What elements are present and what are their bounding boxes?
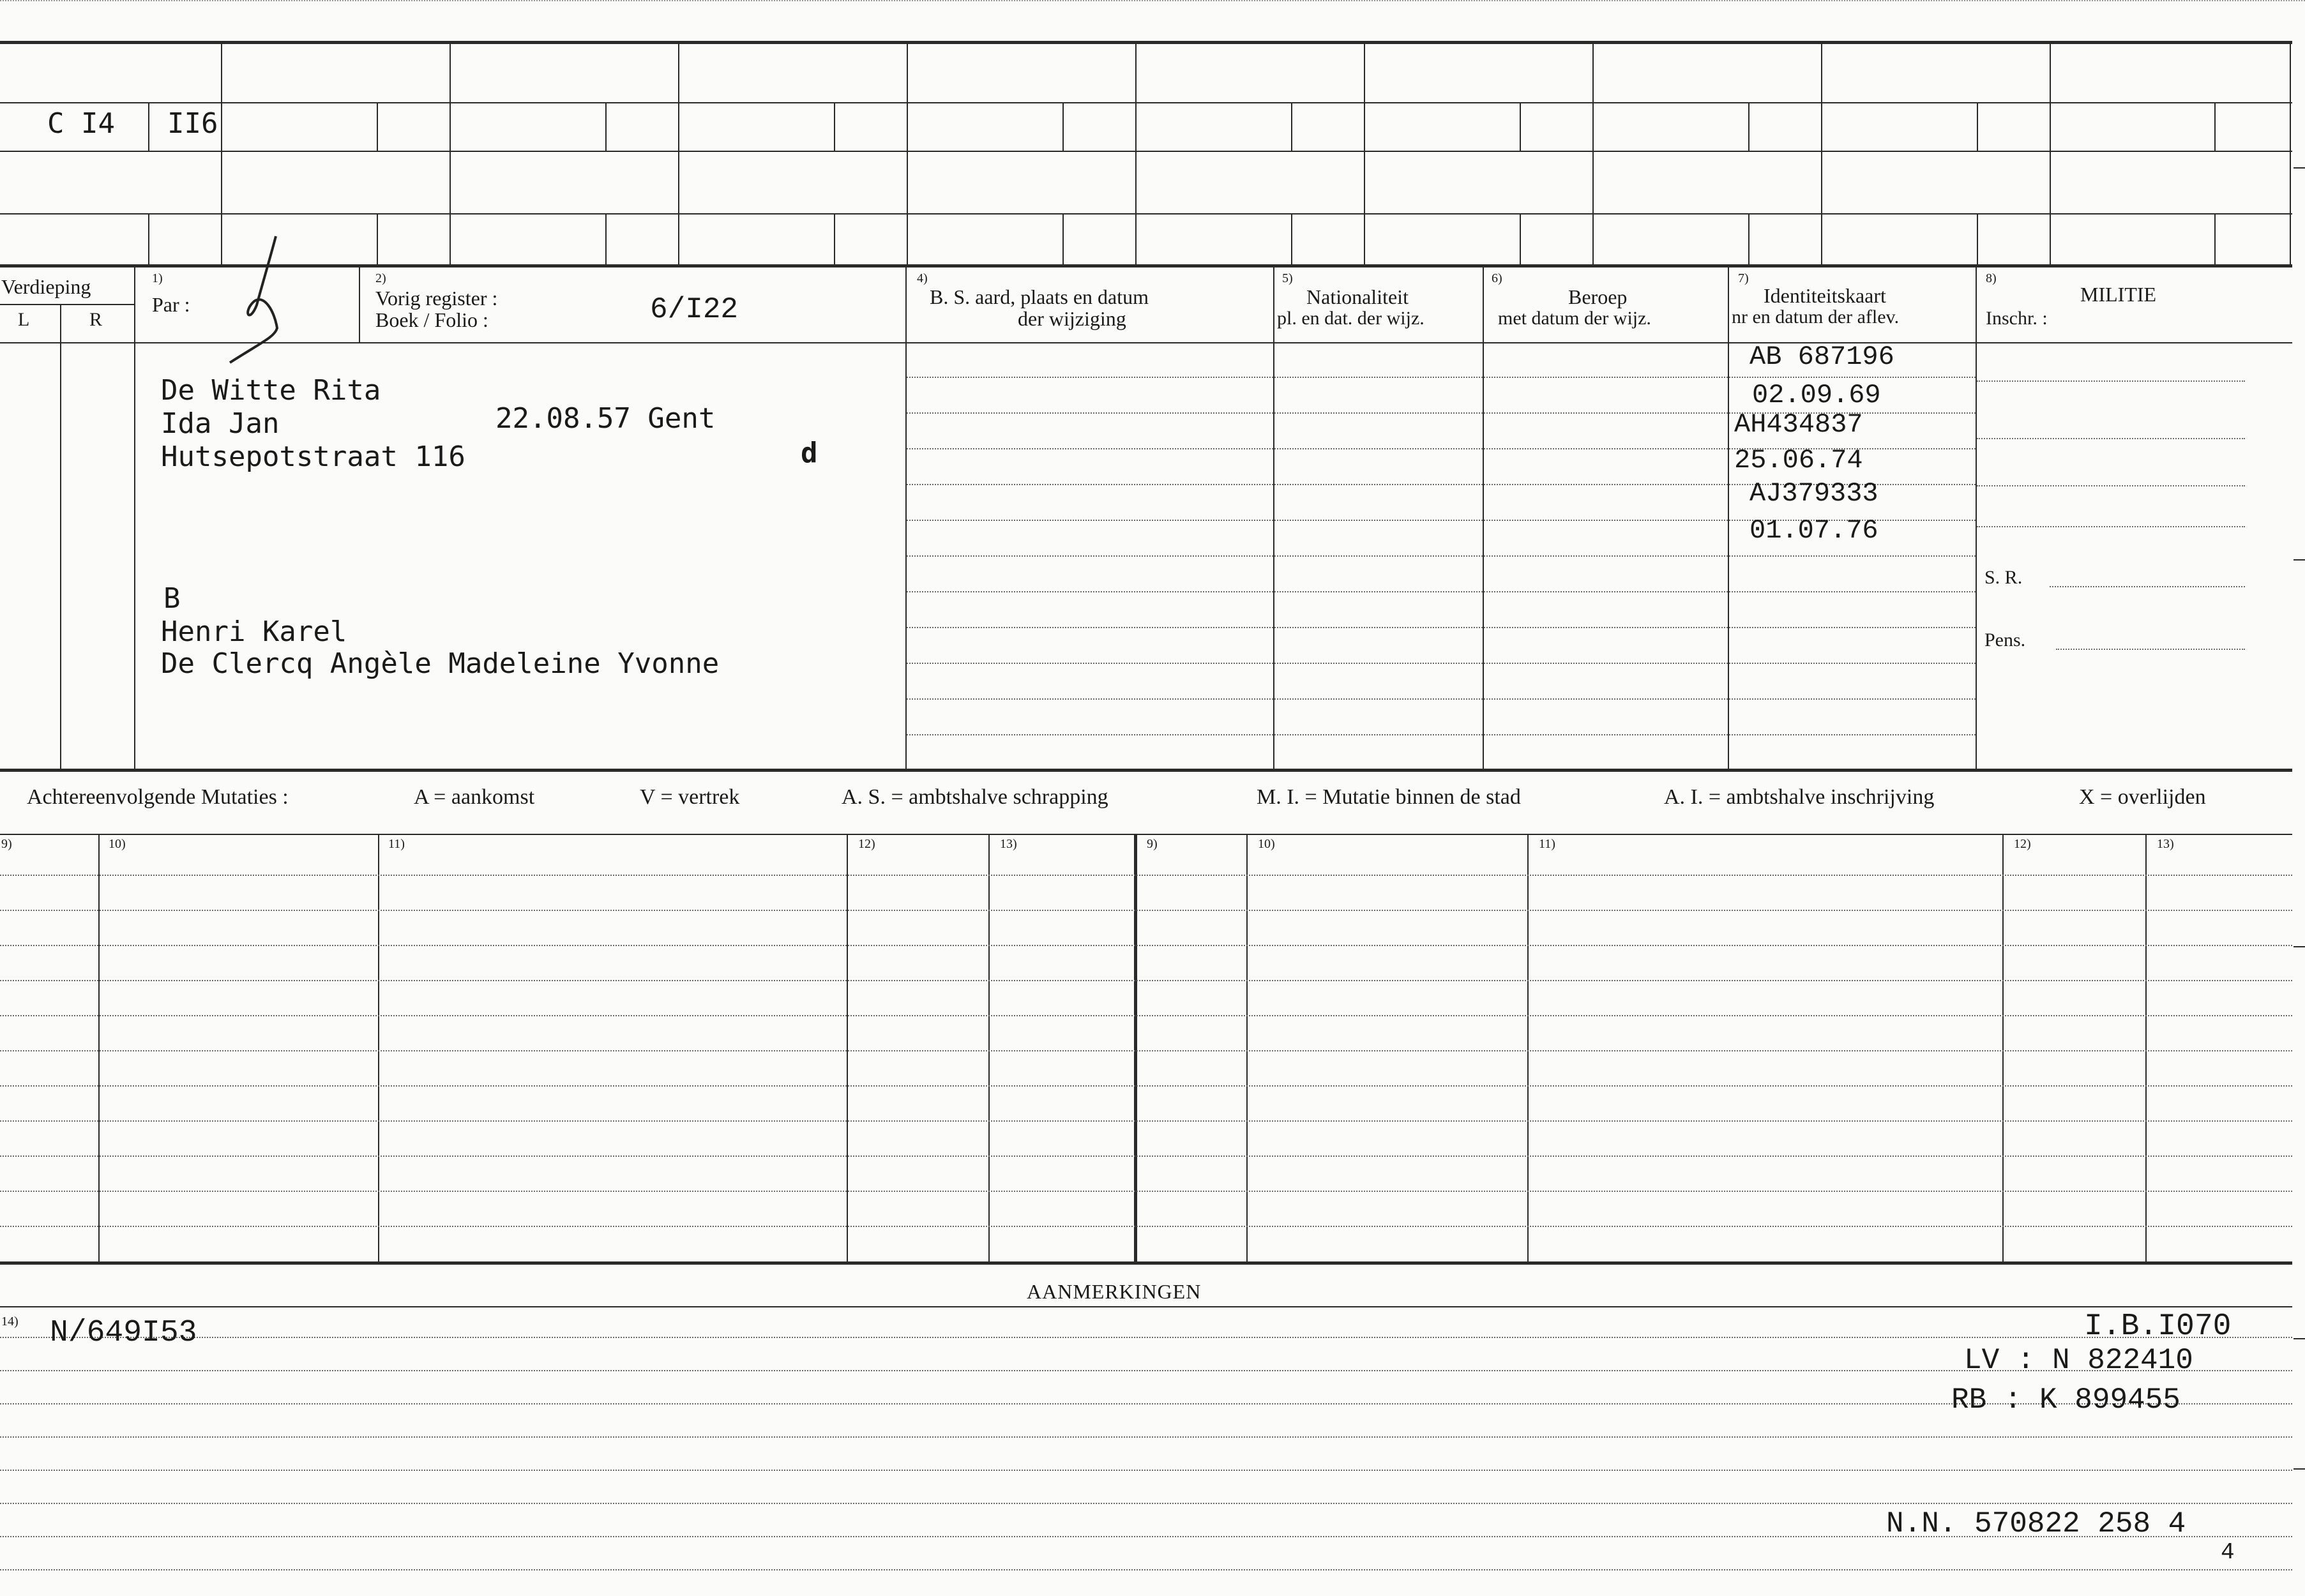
id-card-date-2: 25.06.74	[1734, 445, 1863, 476]
ruled-line	[0, 1470, 2292, 1471]
ruled-line	[1729, 377, 1976, 378]
legend-aankomst: A = aankomst	[414, 785, 535, 809]
militie-line	[1977, 380, 2245, 382]
legend-vertrek: V = vertrek	[640, 785, 740, 809]
mutation-col-10b: 10)	[1258, 837, 1275, 851]
nationality-label-line1: Nationaliteit	[1306, 285, 1409, 308]
mutation-col-11: 11)	[388, 837, 405, 851]
edge-tick	[2294, 559, 2305, 561]
grid-line	[988, 834, 990, 1263]
mutation-col-13b: 13)	[2157, 837, 2174, 851]
legend-title: Achtereenvolgende Mutaties :	[27, 785, 289, 809]
ruled-line	[0, 980, 2292, 981]
ruled-line	[907, 627, 1273, 628]
mutation-col-9b: 9)	[1147, 837, 1158, 851]
ruled-line	[1484, 377, 1728, 378]
identity-card-label-line1: Identiteitskaart	[1764, 284, 1886, 307]
ruled-line	[0, 875, 2292, 876]
grid-line	[60, 304, 61, 770]
militie-line	[1977, 485, 2245, 486]
ruled-line	[0, 1226, 2292, 1227]
ruled-line	[907, 448, 1273, 449]
legend-mutatie: M. I. = Mutatie binnen de stad	[1257, 785, 1521, 809]
edge-tick	[2294, 1468, 2305, 1470]
grid-line	[148, 213, 149, 264]
field-number-2: 2)	[375, 271, 386, 285]
grid-line	[1976, 266, 1977, 770]
father-name: Henri Karel	[161, 615, 347, 648]
ruled-line	[907, 555, 1273, 557]
bs-label-line2: der wijziging	[1018, 307, 1126, 330]
ruled-line	[1274, 734, 1483, 735]
ruled-line	[1274, 448, 1483, 449]
militie-line	[2050, 586, 2245, 587]
grid-line	[0, 213, 2292, 215]
top-border	[0, 41, 2292, 44]
edge-tick	[2294, 167, 2305, 169]
ruled-line	[907, 734, 1273, 735]
ruled-line	[1274, 484, 1483, 485]
grid-line	[1364, 42, 1365, 264]
mutation-col-12: 12)	[858, 837, 875, 851]
bs-label-line1: B. S. aard, plaats en datum	[930, 285, 1149, 308]
handwritten-par-mark	[217, 235, 319, 370]
grid-line	[0, 102, 2292, 103]
registry-section: C I4	[47, 107, 115, 140]
identity-card-label-line2: nr en datum der aflev.	[1732, 306, 1900, 327]
grid-line	[2050, 42, 2051, 264]
ruled-line	[1484, 555, 1728, 557]
field-number-4: 4)	[917, 271, 928, 285]
ruled-line	[1484, 698, 1728, 700]
person-address: Hutsepotstraat 116	[161, 440, 465, 473]
legend-overlijden: X = overlijden	[2079, 785, 2206, 809]
grid-line	[1728, 266, 1729, 770]
militie-line	[2056, 649, 2245, 650]
grid-line	[605, 213, 607, 264]
field-number-5: 5)	[1282, 271, 1293, 285]
ruled-line	[0, 1503, 2292, 1504]
registry-number: II6	[167, 107, 218, 140]
field-number-8: 8)	[1986, 271, 1997, 285]
grid-line	[605, 102, 607, 151]
id-card-date-1: 02.09.69	[1752, 380, 1881, 410]
grid-line	[907, 42, 908, 264]
grid-line	[847, 834, 848, 1263]
person-given-names: Ida Jan	[161, 407, 280, 440]
grid-line	[1977, 213, 1978, 264]
ruled-line	[907, 412, 1273, 414]
militie-label: MILITIE	[2080, 283, 2157, 306]
ruled-line	[1484, 591, 1728, 592]
grid-line	[1527, 834, 1529, 1263]
grid-line	[2214, 213, 2216, 264]
grid-line	[905, 266, 907, 770]
status-mark: d	[801, 437, 818, 469]
ruled-line	[1484, 412, 1728, 414]
header-bottom-border	[0, 342, 2292, 343]
header-top-border	[0, 264, 2292, 267]
grid-line	[0, 304, 134, 305]
grid-line	[0, 151, 2292, 152]
remark-ref-rb: RB : K 899455	[1951, 1383, 2180, 1417]
id-card-number-1: AB 687196	[1750, 342, 1894, 372]
verdieping-label: Verdieping	[1, 275, 91, 298]
grid-line	[1062, 213, 1064, 264]
grid-line	[450, 42, 451, 264]
field-number-14: 14)	[1, 1314, 19, 1329]
grid-line	[1520, 102, 1521, 151]
page-mark: 4	[2221, 1539, 2235, 1565]
ruled-line	[907, 663, 1273, 664]
grid-line	[1977, 102, 1978, 151]
ruled-line	[0, 910, 2292, 911]
grid-line	[2290, 42, 2291, 264]
ruled-line	[1274, 663, 1483, 664]
ruled-line	[1484, 734, 1728, 735]
inschr-label: Inschr. :	[1986, 308, 2048, 329]
grid-line	[1748, 102, 1750, 151]
grid-line	[678, 42, 679, 264]
ruled-line	[907, 484, 1273, 485]
person-name: De Witte Rita	[161, 374, 381, 407]
beroep-label-line2: met datum der wijz.	[1498, 308, 1651, 329]
field-number-1: 1)	[152, 271, 163, 285]
mutation-col-9: 9)	[1, 837, 12, 851]
remarks-title: AANMERKINGEN	[1027, 1280, 1202, 1303]
grid-line	[1520, 213, 1521, 264]
grid-line	[148, 102, 149, 151]
grid-line	[1135, 42, 1137, 264]
grid-line	[378, 834, 379, 1263]
body-bottom-border	[0, 769, 2292, 772]
ruled-line	[1729, 698, 1976, 700]
grid-line	[834, 213, 835, 264]
mother-name: De Clercq Angèle Madeleine Yvonne	[161, 647, 720, 680]
remark-entry: N/649I53	[50, 1316, 197, 1350]
ruled-line	[0, 1191, 2292, 1192]
table-divider	[1134, 834, 1137, 1263]
pens-label: Pens.	[1984, 629, 2026, 651]
mutation-col-13: 13)	[1000, 837, 1017, 851]
ruled-line	[907, 377, 1273, 378]
ruled-line	[1274, 520, 1483, 521]
remarks-title-border	[0, 1306, 2292, 1307]
ruled-line	[1274, 412, 1483, 414]
ruled-line	[0, 1569, 2292, 1570]
grid-line	[1246, 834, 1248, 1263]
grid-line	[1273, 266, 1274, 770]
legend-schrapping: A. S. = ambtshalve schrapping	[842, 785, 1108, 809]
legend-inschrijving: A. I. = ambtshalve inschrijving	[1664, 785, 1935, 809]
ruled-line	[0, 1436, 2292, 1438]
grid-line	[2002, 834, 2004, 1263]
ruled-line	[907, 520, 1273, 521]
ruled-line	[1729, 734, 1976, 735]
grid-line	[834, 102, 835, 151]
mutations-top-border	[0, 834, 2292, 835]
ruled-line	[1484, 627, 1728, 628]
ruled-line	[0, 1370, 2292, 1371]
ruled-line	[1729, 627, 1976, 628]
ruled-line	[0, 1050, 2292, 1051]
col-l-label: L	[18, 309, 30, 330]
grid-line	[2214, 102, 2216, 151]
mutation-col-12b: 12)	[2014, 837, 2031, 851]
ruled-line	[0, 1337, 2292, 1338]
ruled-line	[1274, 627, 1483, 628]
ruled-line	[0, 1085, 2292, 1087]
par-label: Par :	[152, 293, 190, 316]
top-edge	[0, 0, 2305, 1]
b-mark: B	[163, 582, 181, 615]
grid-line	[221, 42, 222, 264]
grid-line	[1592, 42, 1594, 264]
ruled-line	[1729, 555, 1976, 557]
militie-line	[1977, 526, 2245, 527]
remark-ref-ib: I.B.I070	[2084, 1309, 2232, 1344]
boek-folio-value: 6/I22	[650, 293, 739, 326]
ruled-line	[1274, 377, 1483, 378]
beroep-label-line1: Beroep	[1568, 285, 1628, 308]
boek-folio-label: Boek / Folio :	[375, 308, 488, 331]
ruled-line	[1484, 484, 1728, 485]
vorig-register-label: Vorig register :	[375, 287, 498, 310]
grid-line	[134, 266, 135, 770]
field-number-7: 7)	[1738, 271, 1749, 285]
ruled-line	[0, 1015, 2292, 1016]
grid-line	[1291, 213, 1292, 264]
ruled-line	[1729, 591, 1976, 592]
person-birth: 22.08.57 Gent	[495, 402, 716, 435]
ruled-line	[0, 1156, 2292, 1157]
mutation-col-11b: 11)	[1539, 837, 1555, 851]
edge-tick	[2294, 1338, 2305, 1339]
grid-line	[98, 834, 100, 1263]
grid-line	[1483, 266, 1484, 770]
id-card-date-3: 01.07.76	[1750, 515, 1878, 546]
ruled-line	[1729, 663, 1976, 664]
ruled-line	[1274, 698, 1483, 700]
ruled-line	[0, 945, 2292, 946]
edge-tick	[2294, 946, 2305, 947]
grid-line	[1821, 42, 1822, 264]
grid-line	[377, 102, 378, 151]
ruled-line	[907, 698, 1273, 700]
field-number-6: 6)	[1492, 271, 1502, 285]
id-card-number-3: AJ379333	[1750, 478, 1878, 509]
grid-line	[1748, 213, 1750, 264]
national-number: N.N. 570822 258 4	[1886, 1507, 2186, 1540]
grid-line	[359, 266, 360, 342]
grid-line	[377, 213, 378, 264]
ruled-line	[0, 1120, 2292, 1122]
ruled-line	[1274, 555, 1483, 557]
grid-line	[2145, 834, 2147, 1263]
id-card-number-2: AH434837	[1734, 409, 1863, 440]
ruled-line	[1484, 663, 1728, 664]
mutation-col-10: 10)	[109, 837, 126, 851]
col-r-label: R	[89, 309, 103, 330]
ruled-line	[907, 591, 1273, 592]
militie-line	[1977, 438, 2245, 439]
ruled-line	[1484, 520, 1728, 521]
ruled-line	[1274, 591, 1483, 592]
grid-line	[1291, 102, 1292, 151]
grid-line	[1062, 102, 1064, 151]
ruled-line	[0, 1403, 2292, 1404]
remark-ref-lv: LV : N 822410	[1964, 1344, 2193, 1377]
mutations-bottom-border	[0, 1261, 2292, 1265]
ruled-line	[1484, 448, 1728, 449]
nationality-label-line2: pl. en dat. der wijz.	[1277, 308, 1425, 329]
sr-label: S. R.	[1984, 567, 2023, 588]
